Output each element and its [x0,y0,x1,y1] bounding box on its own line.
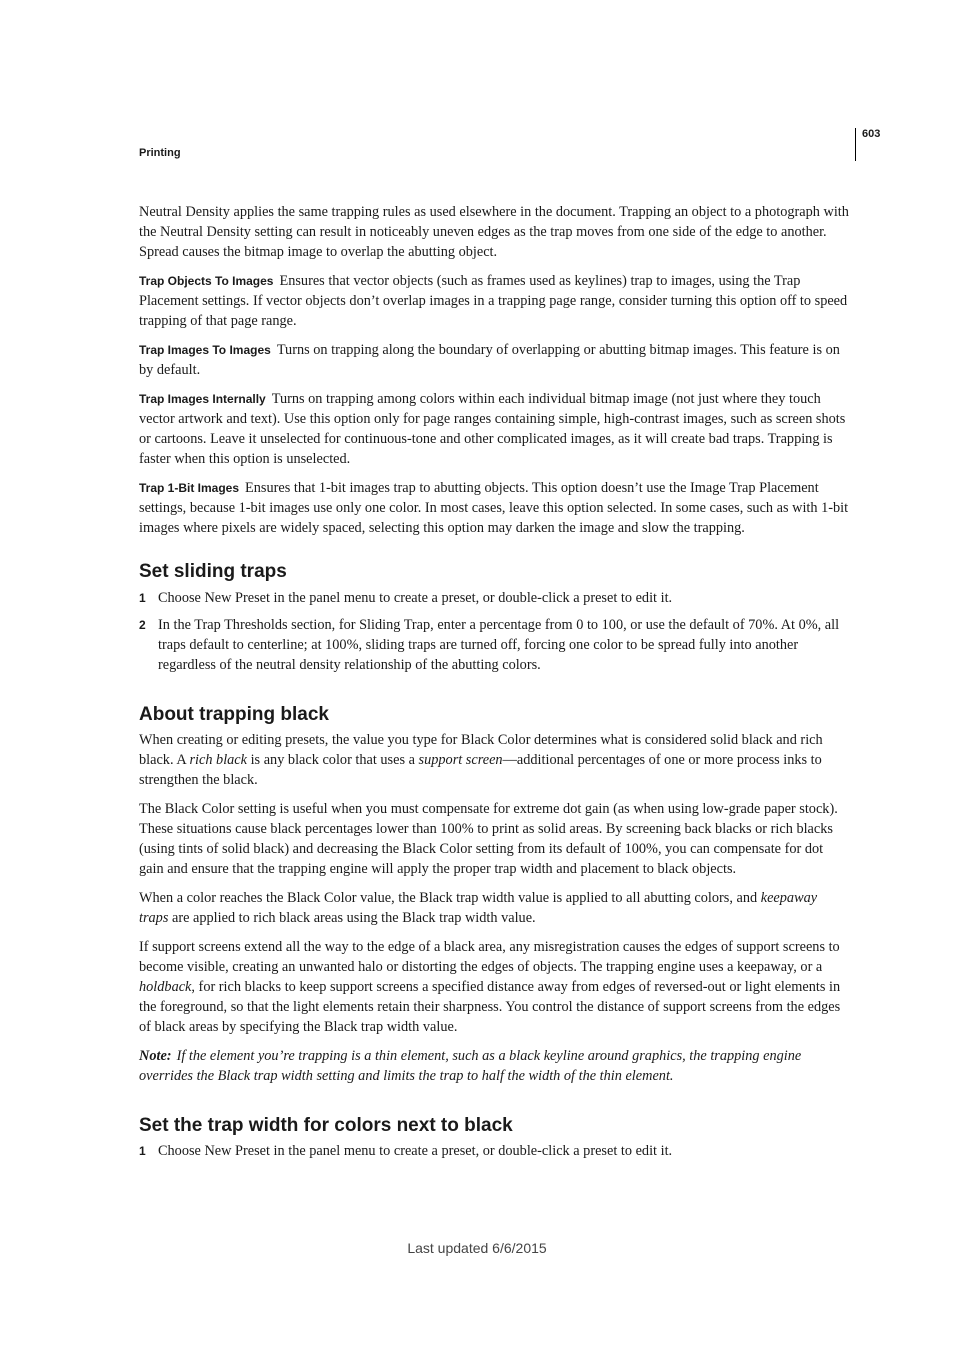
note-text: If the element you’re trapping is a thin element, such as a black keyline around graphics, the trapping engine overrides the Black trap width setting and limits the trap to half the width of the thin element. [139,1047,802,1084]
term-keepaway-traps: keepaway traps [139,890,818,927]
running-head: Printing [139,147,181,159]
option-trap-images-internally [139,389,849,469]
option-description: Ensures that 1-bit images trap to abutting objects. This option doesn’t use the Image Trap Placement settings, because 1-bit images use only one color. In most cases, leave this option selected. In some cases, such as with 1-bit images where pixels are widely spaced, selecting this option may darken the image and slow the trapping. [139,479,849,536]
black-paragraph-4: If support screens extend all the way to the edge of a black area, any misregistration causes the edges of support screens to become visible, creating an unwanted halo or distorting the edges of objects. The trapping engine uses a keepaway, or a holdback, for rich blacks to keep support screens a specified distance away from edges of reversed-out or light elements in the foreground, so that the light elements retain their sharpness. You control the distance of support screens from the edges of black areas by specifying the Black trap width value. [139,938,841,1036]
term-holdback: holdback [139,978,192,995]
option-term: Trap 1-Bit Images [139,480,240,495]
note-label: Note: [139,1047,172,1064]
note [139,1046,849,1086]
option-term: Trap Images Internally [139,391,266,406]
black-paragraph-1: When creating or editing presets, the value you type for Black Color determines what is considered solid black and rich black. A rich black is any black color that uses a support screen—additional percentages of one or more process inks to strengthen the black. [139,732,823,789]
option-trap-images-to-images [139,340,849,380]
width-steps-list [139,1141,849,1161]
option-description: Turns on trapping along the boundary of overlapping or abutting bitmap images. This feature is on by default. [139,341,840,378]
sliding-steps-list [139,588,849,675]
option-trap-objects-to-images [139,271,849,331]
footer-last-updated: Last updated 6/6/2015 [407,1240,547,1256]
step-text: In the Trap Thresholds section, for Sliding Trap, enter a percentage from 0 to 100, or use the default of 70%. At 0%, all traps default to centerline; at 100%, sliding traps are turned off, forcing one color to be spread fully into another regardless of the neutral density relationship of the abutting colors. [158,616,840,674]
step-number: 1 [139,1144,146,1159]
page-body [139,202,849,1168]
option-trap-1-bit-images [139,478,849,538]
step-text: Choose New Preset in the panel menu to create a preset, or double-click a preset to edit it. [158,589,673,606]
black-paragraph-2: The Black Color setting is useful when you must compensate for extreme dot gain (as when using low-grade paper stock). These situations cause black percentages lower than 100% to print as solid areas. By screening back blacks or rich blacks (using tints of solid black) and decreasing the Black Color setting from its default of 100%, you can compensate for dot gain and ensure that the trapping engine will apply the proper trap width and placement to black objects. [139,801,838,878]
term-support-screen: support screen [418,752,503,769]
intro-paragraph: Neutral Density applies the same trapping rules as used elsewhere in the document. Trapping an object to a photograph with the Neutral Density setting can result in noticeably uneven edges as the trap moves from one side of the edge to another. Spread causes the bitmap image to overlap the abutting object. [139,204,849,261]
term-rich-black: rich black [189,752,248,769]
option-description: Turns on trapping among colors within each individual bitmap image (not just where they touch vector artwork and text). Use this option only for page ranges containing simple, high-contrast images, such as screen shots or cartoons. Leave it unselected for continuous-tone and other complicated images, as it will create bad traps. Trapping is faster when this option is unselected. [139,390,846,467]
heading-set-trap-width: Set the trap width for colors next to black [139,1115,513,1137]
step-number: 2 [139,617,146,632]
black-paragraph-3: When a color reaches the Black Color value, the Black trap width value is applied to all abutting colors, and keepaway traps are applied to rich black areas using the Black trap width value. [139,890,818,927]
page-number-rule [855,128,856,161]
step-item [139,1141,849,1161]
heading-about-trapping-black: About trapping black [139,704,329,726]
step-item [139,615,849,675]
step-number: 1 [139,590,146,605]
step-text: Choose New Preset in the panel menu to create a preset, or double-click a preset to edit it. [158,1143,673,1160]
heading-set-sliding-traps: Set sliding traps [139,560,287,582]
page-number: 603 [862,128,881,140]
option-description: Ensures that vector objects (such as frames used as keylines) trap to images, using the Trap Placement settings. If vector objects don’t overlap images in a trapping page range, consider turning this option off to speed trapping of that page range. [139,272,848,330]
option-term: Trap Images To Images [139,342,271,357]
option-term: Trap Objects To Images [139,273,274,288]
step-item [139,588,849,608]
